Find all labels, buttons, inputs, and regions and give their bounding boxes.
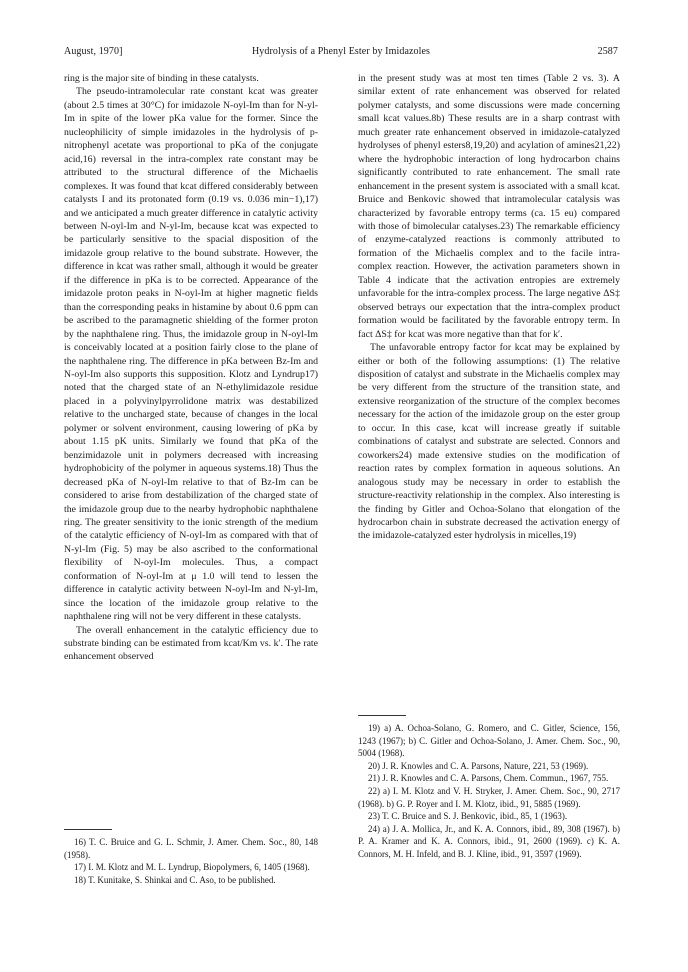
footnote: 16) T. C. Bruice and G. L. Schmir, J. Amer. Chem. Soc., 80, 148 (1958). bbox=[64, 837, 318, 860]
page-number: 2587 bbox=[597, 46, 618, 57]
header-date: August, 1970] bbox=[64, 46, 123, 57]
footnote: 20) J. R. Knowles and C. A. Parsons, Nature, 221, 53 (1969). bbox=[368, 760, 589, 771]
footnote: 18) T. Kunitake, S. Shinkai and C. Aso, to be published. bbox=[74, 874, 276, 885]
footnotes-left bbox=[64, 822, 318, 886]
right-column bbox=[358, 72, 620, 543]
paragraph: ring is the major site of binding in these catalysts. bbox=[64, 73, 259, 84]
footnote: 22) a) I. M. Klotz and V. H. Stryker, J. Amer. Chem. Soc., 90, 2717 (1968). b) G. P. Royer and I. M. Klotz, ibid., 91, 5885 (1969). bbox=[358, 785, 620, 809]
running-header bbox=[64, 46, 618, 60]
footnote: 17) I. M. Klotz and M. L. Lyndrup, Biopolymers, 6, 1405 (1968). bbox=[74, 862, 310, 873]
footnote: 23) T. C. Bruice and S. J. Benkovic, ibid., 85, 1 (1963). bbox=[368, 811, 568, 822]
header-title: Hydrolysis of a Phenyl Ester by Imidazoles bbox=[251, 46, 431, 57]
footnote-rule bbox=[358, 715, 406, 716]
paragraph: The overall enhancement in the catalytic efficiency due to substrate binding can be estimated from kcat/Km vs. k′. The rate enhancement observed bbox=[64, 624, 318, 663]
paragraph: The pseudo-intramolecular rate constant kcat was greater (about 2.5 times at 30°C) for imidazole N-oyl-Im than for N-yl-Im in spite of the lower pKa value for the former. Since the nucleophilicity of simple imidazoles in the hydrolysis of p-nitrophenyl acetate was proportional to pKa of the conjugate acid,16) reversal in the intra-complex rate constant may be attributed to the structural difference of the Michaelis complexes. It was found that kcat differed considerably between catalysts I and its protonated form (0.19 vs. 0.036 min−1),17) and we anticipated a much greater difference in catalytic activity between N-oyl-Im and N-yl-Im, because kcat was expected to be particularly sensitive to the spacial disposition of the imidazole group relative to the bound substrate. However, the difference in kcat was rather small, although it would be greater if the difference in pKa is to be corrected. Appearance of the imidazole proton peaks in N-oyl-Im at higher magnetic fields than the corresponding peaks in histamine by about 0.6 ppm can be ascribed to the paramagnetic shielding of the former proton by the naphthalene ring. Thus, the imidazole group in N-oyl-Im is conceivably located at a position fairly close to the plane of the naphthalene ring. The difference in pKa between Bz-Im and N-oyl-Im also supports this supposition. Klotz and Lyndrup17) noted that the charged state of an N-ethylimidazole residue placed in a polyvinylpyrrolidone matrix was destabilized relative to the uncharged state, because of changes in the local polymer or solvent environment, causing lowering of pKa by about 1.15 pK units. Similarly we found that pKa of the benzimidazole unit in polymers decreased with increasing hydrophobicity of the polymer in aqueous systems.18) Thus the decreased pKa of N-oyl-Im relative to that of Bz-Im can be considered to arise from destabilization of the charged state of the imidazole group due to the nearby hydrophobic naphthalene ring. The greater sensitivity to the ionic strength of the medium of the catalytic efficiency of N-oyl-Im as compared with that of N-yl-Im (Fig. 5) may be also ascribed to the conformational flexibility of N-oyl-Im molecules. Thus, a compact conformation of N-oyl-Im at μ 1.0 will tend to lessen the difference in catalytic activity between N-oyl-Im and N-yl-Im, since the location of the imidazole group relative to the naphthalene ring will not be very different in these catalysts. bbox=[64, 86, 318, 623]
footnotes-right bbox=[358, 708, 620, 861]
paragraph: in the present study was at most ten times (Table 2 vs. 3). A similar extent of rate enhancement was observed for related polymer catalysts, and some discussions were made concerning small kcat values.8b) These results are in a sharp contrast with much greater rate enhancement observed in imidazole-catalyzed hydrolyses of phenyl esters8,19,20) and acylation of amines21,22) where the hydrophobic interaction of long hydrocarbon chains significantly contributed to rate enhancement. The small rate enhancement in the present system is associated with a small kcat. Bruice and Benkovic showed that intramolecular catalysis was characterized by favorable entropy terms (ca. 15 eu) compared with those of bimolecular catalyses.23) The remarkable efficiency of enzyme-catalyzed reactions is commonly attributed to formation of the Michaelis complex and to the facile intra-complex reaction. However, the activation parameters shown in Table 4 indicate that the activation entropies are extremely unfavorable for the intra-complex process. The large negative ΔS‡ observed betrays our expectation that the intra-complex product formation would be facilitated by the favorable entropy term. In fact ΔS‡ for kcat was more negative than that for k′. bbox=[358, 73, 620, 340]
footnote: 21) J. R. Knowles and C. A. Parsons, Chem. Commun., 1967, 755. bbox=[368, 773, 609, 784]
footnote: 24) a) J. A. Mollica, Jr., and K. A. Connors, ibid., 89, 308 (1967). b) P. A. Kramer and K. A. Connors, ibid., 91, 2600 (1969). c) K. A. Connors, M. H. Infeld, and B. J. Kline, ibid., 91, 3597 (1969). bbox=[358, 823, 620, 859]
footnote: 19) a) A. Ochoa-Solano, G. Romero, and C. Gitler, Science, 156, 1243 (1967); b) C. Gitler and Ochoa-Solano, J. Amer. Chem. Soc., 90, 5004 (1968). bbox=[358, 723, 620, 759]
paragraph: The unfavorable entropy factor for kcat may be explained by either or both of the following assumptions: (1) The relative disposition of catalyst and substrate in the Michaelis complex may be very different from the structure of the transition state, and extensive reorganization of the structure of the complex becomes necessary for the action of the imidazole group on the ester group to occur. In this case, kcat will increase greatly if suitable combinations of catalyst and substrate are selected. Connors and coworkers24) made extensive studies on the modification of reaction rates by complex formation in aqueous solutions. An analogous study may be necessary in order to establish the structure-reactivity relationship in the complex. Also interesting is the finding by Gitler and Ochoa-Solano that elongation of the hydrocarbon chain in substrate decreased the activation energy of the imidazole-catalyzed ester hydrolysis in micelles,19) bbox=[358, 342, 620, 542]
left-column bbox=[64, 72, 318, 664]
footnote-rule bbox=[64, 829, 112, 830]
